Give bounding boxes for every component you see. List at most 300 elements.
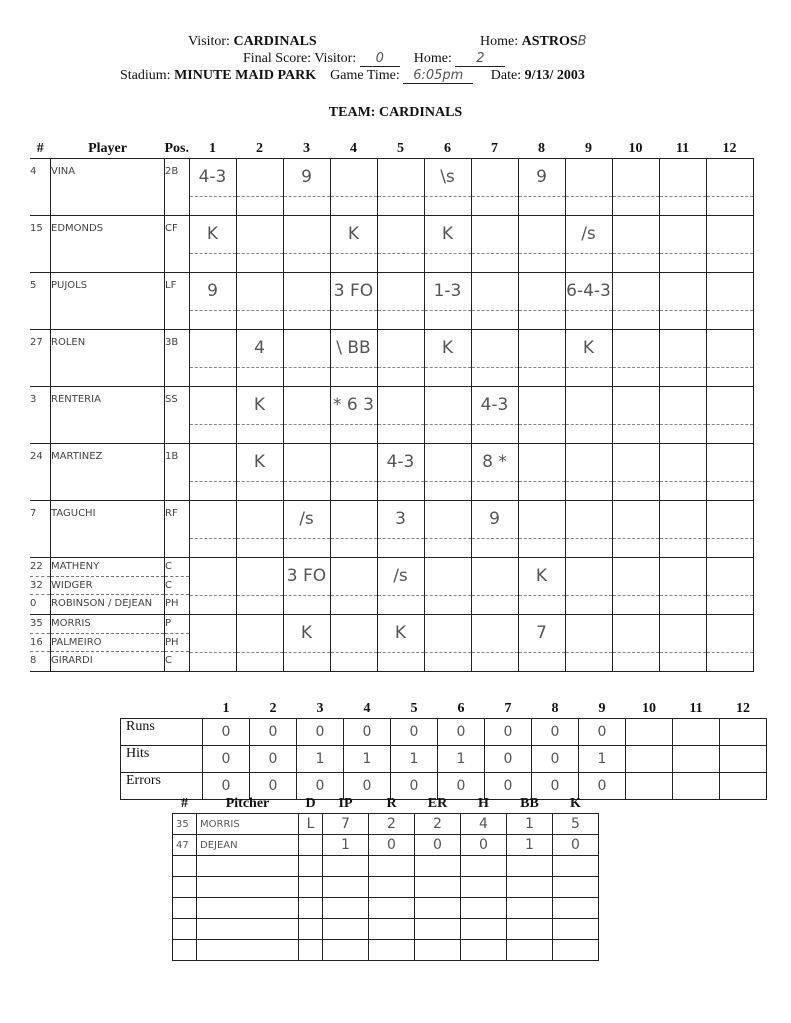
batter-name: PUJOLS	[51, 280, 88, 291]
innings-pitched	[323, 898, 369, 919]
at-bat-cell	[330, 615, 377, 672]
walks	[507, 877, 553, 898]
totals-value: 0	[532, 719, 579, 746]
cell-divider	[660, 310, 706, 311]
at-bat-cell	[659, 501, 706, 558]
hits-allowed	[461, 877, 507, 898]
at-bat-cell	[471, 501, 518, 558]
h-header: H	[478, 796, 489, 811]
at-bat-cell	[236, 615, 283, 672]
pitcher-row	[173, 814, 599, 835]
pitcher-decision	[299, 877, 323, 898]
totals-value: 0	[485, 719, 532, 746]
at-bat-cell	[236, 159, 283, 216]
inning-header: 2	[256, 141, 263, 156]
at-bat-result: 9	[207, 281, 218, 301]
batter-pos-cell	[165, 444, 190, 501]
cell-divider	[237, 310, 283, 311]
at-bat-result: 7	[536, 623, 547, 643]
cell-divider	[660, 595, 706, 596]
innings-pitched: 1	[323, 835, 369, 856]
batter-number: 8	[30, 655, 37, 667]
totals-value: 0	[250, 719, 297, 746]
at-bat-cell	[706, 273, 753, 330]
at-bat-cell	[236, 387, 283, 444]
cell-divider	[190, 253, 236, 254]
earned-runs	[415, 898, 461, 919]
walks: 1	[507, 835, 553, 856]
batter-name-cell	[51, 330, 165, 387]
batter-number-cell	[30, 273, 51, 330]
cell-divider	[660, 424, 706, 425]
at-bat-cell	[612, 615, 659, 672]
at-bat-cell	[330, 273, 377, 330]
cell-divider	[331, 481, 377, 482]
batter-row	[30, 330, 753, 387]
at-bat-cell	[424, 216, 471, 273]
inning-header: 9	[585, 141, 592, 156]
final-score-line	[243, 51, 505, 67]
bb-header: BB	[520, 796, 539, 811]
at-bat-cell	[283, 159, 330, 216]
innings-pitched	[323, 940, 369, 961]
cell-divider	[190, 196, 236, 197]
inning-header: 4	[350, 141, 357, 156]
cell-divider	[613, 367, 659, 368]
at-bat-cell	[612, 444, 659, 501]
at-bat-result: K	[347, 224, 360, 244]
at-bat-result: * 6 3	[333, 395, 374, 415]
pitcher-row	[173, 877, 599, 898]
earned-runs: 2	[415, 814, 461, 835]
at-bat-result: 3 FO	[333, 281, 374, 301]
batter-position: 3B	[165, 337, 179, 348]
pitcher-header: Pitcher	[225, 796, 270, 811]
at-bat-cell	[330, 330, 377, 387]
at-bat-cell	[424, 273, 471, 330]
at-bat-cell	[565, 216, 612, 273]
at-bat-cell	[377, 159, 424, 216]
cell-divider	[519, 196, 565, 197]
strikeouts	[553, 877, 599, 898]
at-bat-cell	[471, 273, 518, 330]
totals-value: 0	[297, 773, 344, 800]
at-bat-cell	[612, 501, 659, 558]
batter-pos-cell	[165, 387, 190, 444]
stadium-line	[120, 68, 585, 84]
batter-row	[30, 558, 753, 615]
batter-position: PH	[165, 634, 189, 653]
batter-name-cell	[51, 387, 165, 444]
inning-header: 3	[303, 141, 310, 156]
cell-divider	[378, 310, 424, 311]
totals-value: 0	[391, 773, 438, 800]
at-bat-cell	[518, 558, 565, 615]
batter-pos-cell	[165, 159, 190, 216]
at-bat-result: 4	[254, 338, 265, 358]
at-bat-cell	[189, 558, 236, 615]
pitcher-number	[173, 856, 197, 877]
cell-divider	[284, 595, 330, 596]
cell-divider	[237, 367, 283, 368]
at-bat-cell	[659, 159, 706, 216]
at-bat-result: 4-3	[480, 395, 509, 415]
batter-number-cell	[30, 444, 51, 501]
walks	[507, 856, 553, 877]
cell-divider	[425, 367, 471, 368]
totals-grid	[120, 700, 767, 800]
cell-divider	[425, 595, 471, 596]
cell-divider	[566, 595, 612, 596]
totals-value	[626, 746, 673, 773]
cell-divider	[284, 196, 330, 197]
k-header: K	[570, 796, 581, 811]
batter-pos-cell	[165, 216, 190, 273]
batter-pos-cell	[165, 558, 190, 615]
walks: 1	[507, 814, 553, 835]
totals-value: 1	[344, 746, 391, 773]
earned-runs	[415, 940, 461, 961]
pitcher-row	[173, 919, 599, 940]
at-bat-cell	[612, 216, 659, 273]
batter-number: 27	[30, 337, 43, 348]
cell-divider	[425, 538, 471, 539]
batter-name-cell	[51, 159, 165, 216]
pitcher-number: 47	[173, 835, 197, 856]
at-bat-cell	[377, 558, 424, 615]
totals-corner	[121, 700, 203, 719]
inning-header: 1	[209, 141, 216, 156]
walks	[507, 898, 553, 919]
strikeouts: 5	[553, 814, 599, 835]
cell-divider	[331, 424, 377, 425]
at-bat-cell	[330, 216, 377, 273]
cell-divider	[237, 595, 283, 596]
batter-name: PALMEIRO	[51, 634, 164, 653]
pitching-header-row	[173, 795, 599, 814]
pitcher-name: DEJEAN	[197, 835, 299, 856]
cell-divider	[425, 424, 471, 425]
visitor-label: Visitor:	[188, 34, 230, 49]
batter-name: ROBINSON / DEJEAN	[51, 598, 153, 610]
inning-header: 6	[457, 701, 465, 716]
cell-divider	[425, 196, 471, 197]
at-bat-cell	[518, 501, 565, 558]
batter-position: PH	[165, 598, 179, 610]
at-bat-cell	[565, 558, 612, 615]
pos-header: Pos.	[164, 141, 189, 156]
cell-divider	[519, 595, 565, 596]
batter-name-cell	[51, 501, 165, 558]
pitcher-decision: L	[299, 814, 323, 835]
at-bat-result: K	[206, 224, 219, 244]
inning-header: 7	[491, 141, 498, 156]
cell-divider	[519, 481, 565, 482]
pitcher-number	[173, 940, 197, 961]
inning-header: 5	[397, 141, 404, 156]
hits-allowed	[461, 856, 507, 877]
pitching-grid	[172, 795, 599, 961]
inning-header: 1	[222, 701, 230, 716]
batter-row	[30, 501, 753, 558]
totals-value: 0	[344, 719, 391, 746]
cell-divider	[660, 538, 706, 539]
runs-allowed: 0	[369, 835, 415, 856]
batter-name-cell	[51, 273, 165, 330]
visitor-team: CARDINALS	[233, 34, 317, 49]
batter-position: C	[165, 577, 189, 596]
batting-body	[30, 159, 753, 672]
cell-divider	[237, 196, 283, 197]
totals-value: 0	[297, 719, 344, 746]
at-bat-result: 6-4-3	[566, 281, 611, 301]
cell-divider	[660, 481, 706, 482]
batter-row	[30, 216, 753, 273]
at-bat-cell	[706, 159, 753, 216]
cell-divider	[378, 652, 424, 653]
cell-divider	[284, 310, 330, 311]
batter-name: WIDGER	[51, 577, 164, 596]
cell-divider	[660, 196, 706, 197]
at-bat-cell	[706, 501, 753, 558]
cell-divider	[613, 310, 659, 311]
inning-header: 10	[628, 141, 643, 156]
pitcher-decision	[299, 898, 323, 919]
batter-name-cell	[51, 444, 165, 501]
at-bat-result: K	[582, 338, 595, 358]
cell-divider	[472, 652, 518, 653]
batter-row	[30, 273, 753, 330]
date-label: Date:	[490, 68, 522, 83]
innings-pitched	[323, 856, 369, 877]
cell-divider	[472, 253, 518, 254]
batter-number: 22	[30, 558, 50, 577]
batter-pos-cell	[165, 615, 190, 672]
pitcher-row	[173, 856, 599, 877]
batter-name: TAGUCHI	[51, 508, 96, 519]
inning-header: 12	[736, 701, 750, 716]
at-bat-cell	[283, 387, 330, 444]
pitcher-name	[197, 898, 299, 919]
cell-divider	[519, 424, 565, 425]
pitcher-name	[197, 940, 299, 961]
player-header: Player	[88, 141, 127, 156]
pitch-num-header: #	[181, 796, 188, 811]
cell-divider	[707, 253, 753, 254]
at-bat-result: /s	[299, 509, 314, 529]
batter-number: 15	[30, 223, 43, 234]
batter-number-cell	[30, 159, 51, 216]
totals-value: 0	[579, 773, 626, 800]
cell-divider	[472, 424, 518, 425]
cell-divider	[378, 367, 424, 368]
totals-value: 0	[532, 746, 579, 773]
at-bat-result: K	[253, 395, 266, 415]
batter-position: C	[165, 558, 189, 577]
cell-divider	[566, 538, 612, 539]
cell-divider	[190, 595, 236, 596]
at-bat-cell	[330, 444, 377, 501]
at-bat-cell	[565, 444, 612, 501]
batter-number: 3	[30, 394, 37, 405]
cell-divider	[707, 652, 753, 653]
batter-number: 16	[30, 634, 50, 653]
home-label: Home:	[480, 34, 519, 49]
earned-runs	[415, 877, 461, 898]
walks	[507, 919, 553, 940]
cell-divider	[660, 253, 706, 254]
totals-value: 0	[344, 773, 391, 800]
team-title: TEAM: CARDINALS	[328, 105, 463, 120]
at-bat-cell	[659, 558, 706, 615]
at-bat-cell	[330, 558, 377, 615]
inning-header: 4	[363, 701, 371, 716]
batter-number: 32	[30, 577, 50, 596]
cell-divider	[237, 253, 283, 254]
pitcher-name: MORRIS	[197, 814, 299, 835]
batter-name: MATHENY	[51, 558, 164, 577]
innings-pitched: 7	[323, 814, 369, 835]
inning-header: 10	[642, 701, 656, 716]
cell-divider	[284, 481, 330, 482]
cell-divider	[472, 538, 518, 539]
batter-name-cell	[51, 216, 165, 273]
at-bat-result: K	[535, 566, 548, 586]
at-bat-result: /s	[393, 566, 408, 586]
innings-pitched	[323, 919, 369, 940]
hits-allowed: 0	[461, 835, 507, 856]
totals-value	[626, 719, 673, 746]
totals-body	[121, 719, 767, 800]
at-bat-cell	[518, 615, 565, 672]
strikeouts	[553, 856, 599, 877]
batter-position: RF	[165, 508, 178, 519]
at-bat-cell	[189, 615, 236, 672]
at-bat-result: 9	[489, 509, 500, 529]
batter-position: P	[165, 615, 189, 634]
at-bat-cell	[565, 501, 612, 558]
pitcher-decision	[299, 919, 323, 940]
totals-value: 1	[297, 746, 344, 773]
at-bat-result: K	[253, 452, 266, 472]
totals-value: 0	[438, 719, 485, 746]
cell-divider	[425, 652, 471, 653]
at-bat-cell	[565, 159, 612, 216]
innings-pitched	[323, 877, 369, 898]
cell-divider	[519, 652, 565, 653]
cell-divider	[190, 481, 236, 482]
at-bat-cell	[706, 216, 753, 273]
cell-divider	[613, 424, 659, 425]
at-bat-cell	[377, 387, 424, 444]
cell-divider	[190, 652, 236, 653]
at-bat-cell	[377, 273, 424, 330]
at-bat-cell	[189, 330, 236, 387]
stadium-label: Stadium:	[120, 68, 171, 83]
at-bat-cell	[518, 444, 565, 501]
at-bat-cell	[377, 615, 424, 672]
at-bat-cell	[612, 273, 659, 330]
at-bat-cell	[424, 387, 471, 444]
batting-grid	[30, 140, 754, 672]
runs-allowed	[369, 940, 415, 961]
cell-divider	[566, 253, 612, 254]
cell-divider	[331, 595, 377, 596]
at-bat-result: 3 FO	[286, 566, 327, 586]
at-bat-cell	[236, 273, 283, 330]
at-bat-cell	[612, 558, 659, 615]
cell-divider	[707, 196, 753, 197]
cell-divider	[284, 652, 330, 653]
inning-header: 11	[675, 141, 690, 156]
at-bat-cell	[189, 444, 236, 501]
at-bat-cell	[189, 159, 236, 216]
at-bat-cell	[706, 387, 753, 444]
at-bat-cell	[330, 159, 377, 216]
at-bat-cell	[706, 444, 753, 501]
cell-divider	[284, 253, 330, 254]
totals-value	[673, 746, 720, 773]
runs-allowed	[369, 919, 415, 940]
at-bat-cell	[283, 216, 330, 273]
home-team: ASTROS	[521, 34, 578, 49]
game-time: 6:05pm	[403, 69, 473, 84]
at-bat-result: \ BB	[336, 338, 371, 358]
at-bat-cell	[283, 615, 330, 672]
at-bat-cell	[612, 330, 659, 387]
game-date: 9/13/ 2003	[524, 68, 585, 83]
at-bat-cell	[518, 273, 565, 330]
totals-value	[673, 719, 720, 746]
home-score: 2	[455, 52, 505, 67]
at-bat-cell	[612, 387, 659, 444]
cell-divider	[519, 367, 565, 368]
at-bat-cell	[236, 444, 283, 501]
at-bat-cell	[706, 330, 753, 387]
at-bat-cell	[518, 330, 565, 387]
cell-divider	[613, 595, 659, 596]
at-bat-cell	[471, 216, 518, 273]
batter-name: MORRIS	[51, 615, 164, 634]
cell-divider	[707, 481, 753, 482]
batter-name-cell	[51, 615, 165, 672]
cell-divider	[190, 424, 236, 425]
totals-value: 0	[203, 719, 250, 746]
batter-number-cell	[30, 330, 51, 387]
batter-number: 24	[30, 451, 43, 462]
batter-name: VINA	[51, 166, 76, 177]
totals-value	[720, 746, 767, 773]
pitcher-row	[173, 898, 599, 919]
runs-allowed	[369, 877, 415, 898]
totals-value: 1	[579, 746, 626, 773]
cell-divider	[519, 538, 565, 539]
inning-header: 11	[689, 701, 703, 716]
game-time-label: Game Time:	[330, 68, 400, 83]
at-bat-cell	[518, 387, 565, 444]
inning-header: 8	[538, 141, 545, 156]
at-bat-cell	[189, 273, 236, 330]
at-bat-cell	[706, 615, 753, 672]
inning-header: 6	[444, 141, 451, 156]
at-bat-cell	[283, 501, 330, 558]
at-bat-result: /s	[581, 224, 596, 244]
at-bat-result: 9	[301, 167, 312, 187]
cell-divider	[519, 310, 565, 311]
at-bat-cell	[424, 615, 471, 672]
batter-pos-cell	[165, 273, 190, 330]
at-bat-cell	[612, 159, 659, 216]
